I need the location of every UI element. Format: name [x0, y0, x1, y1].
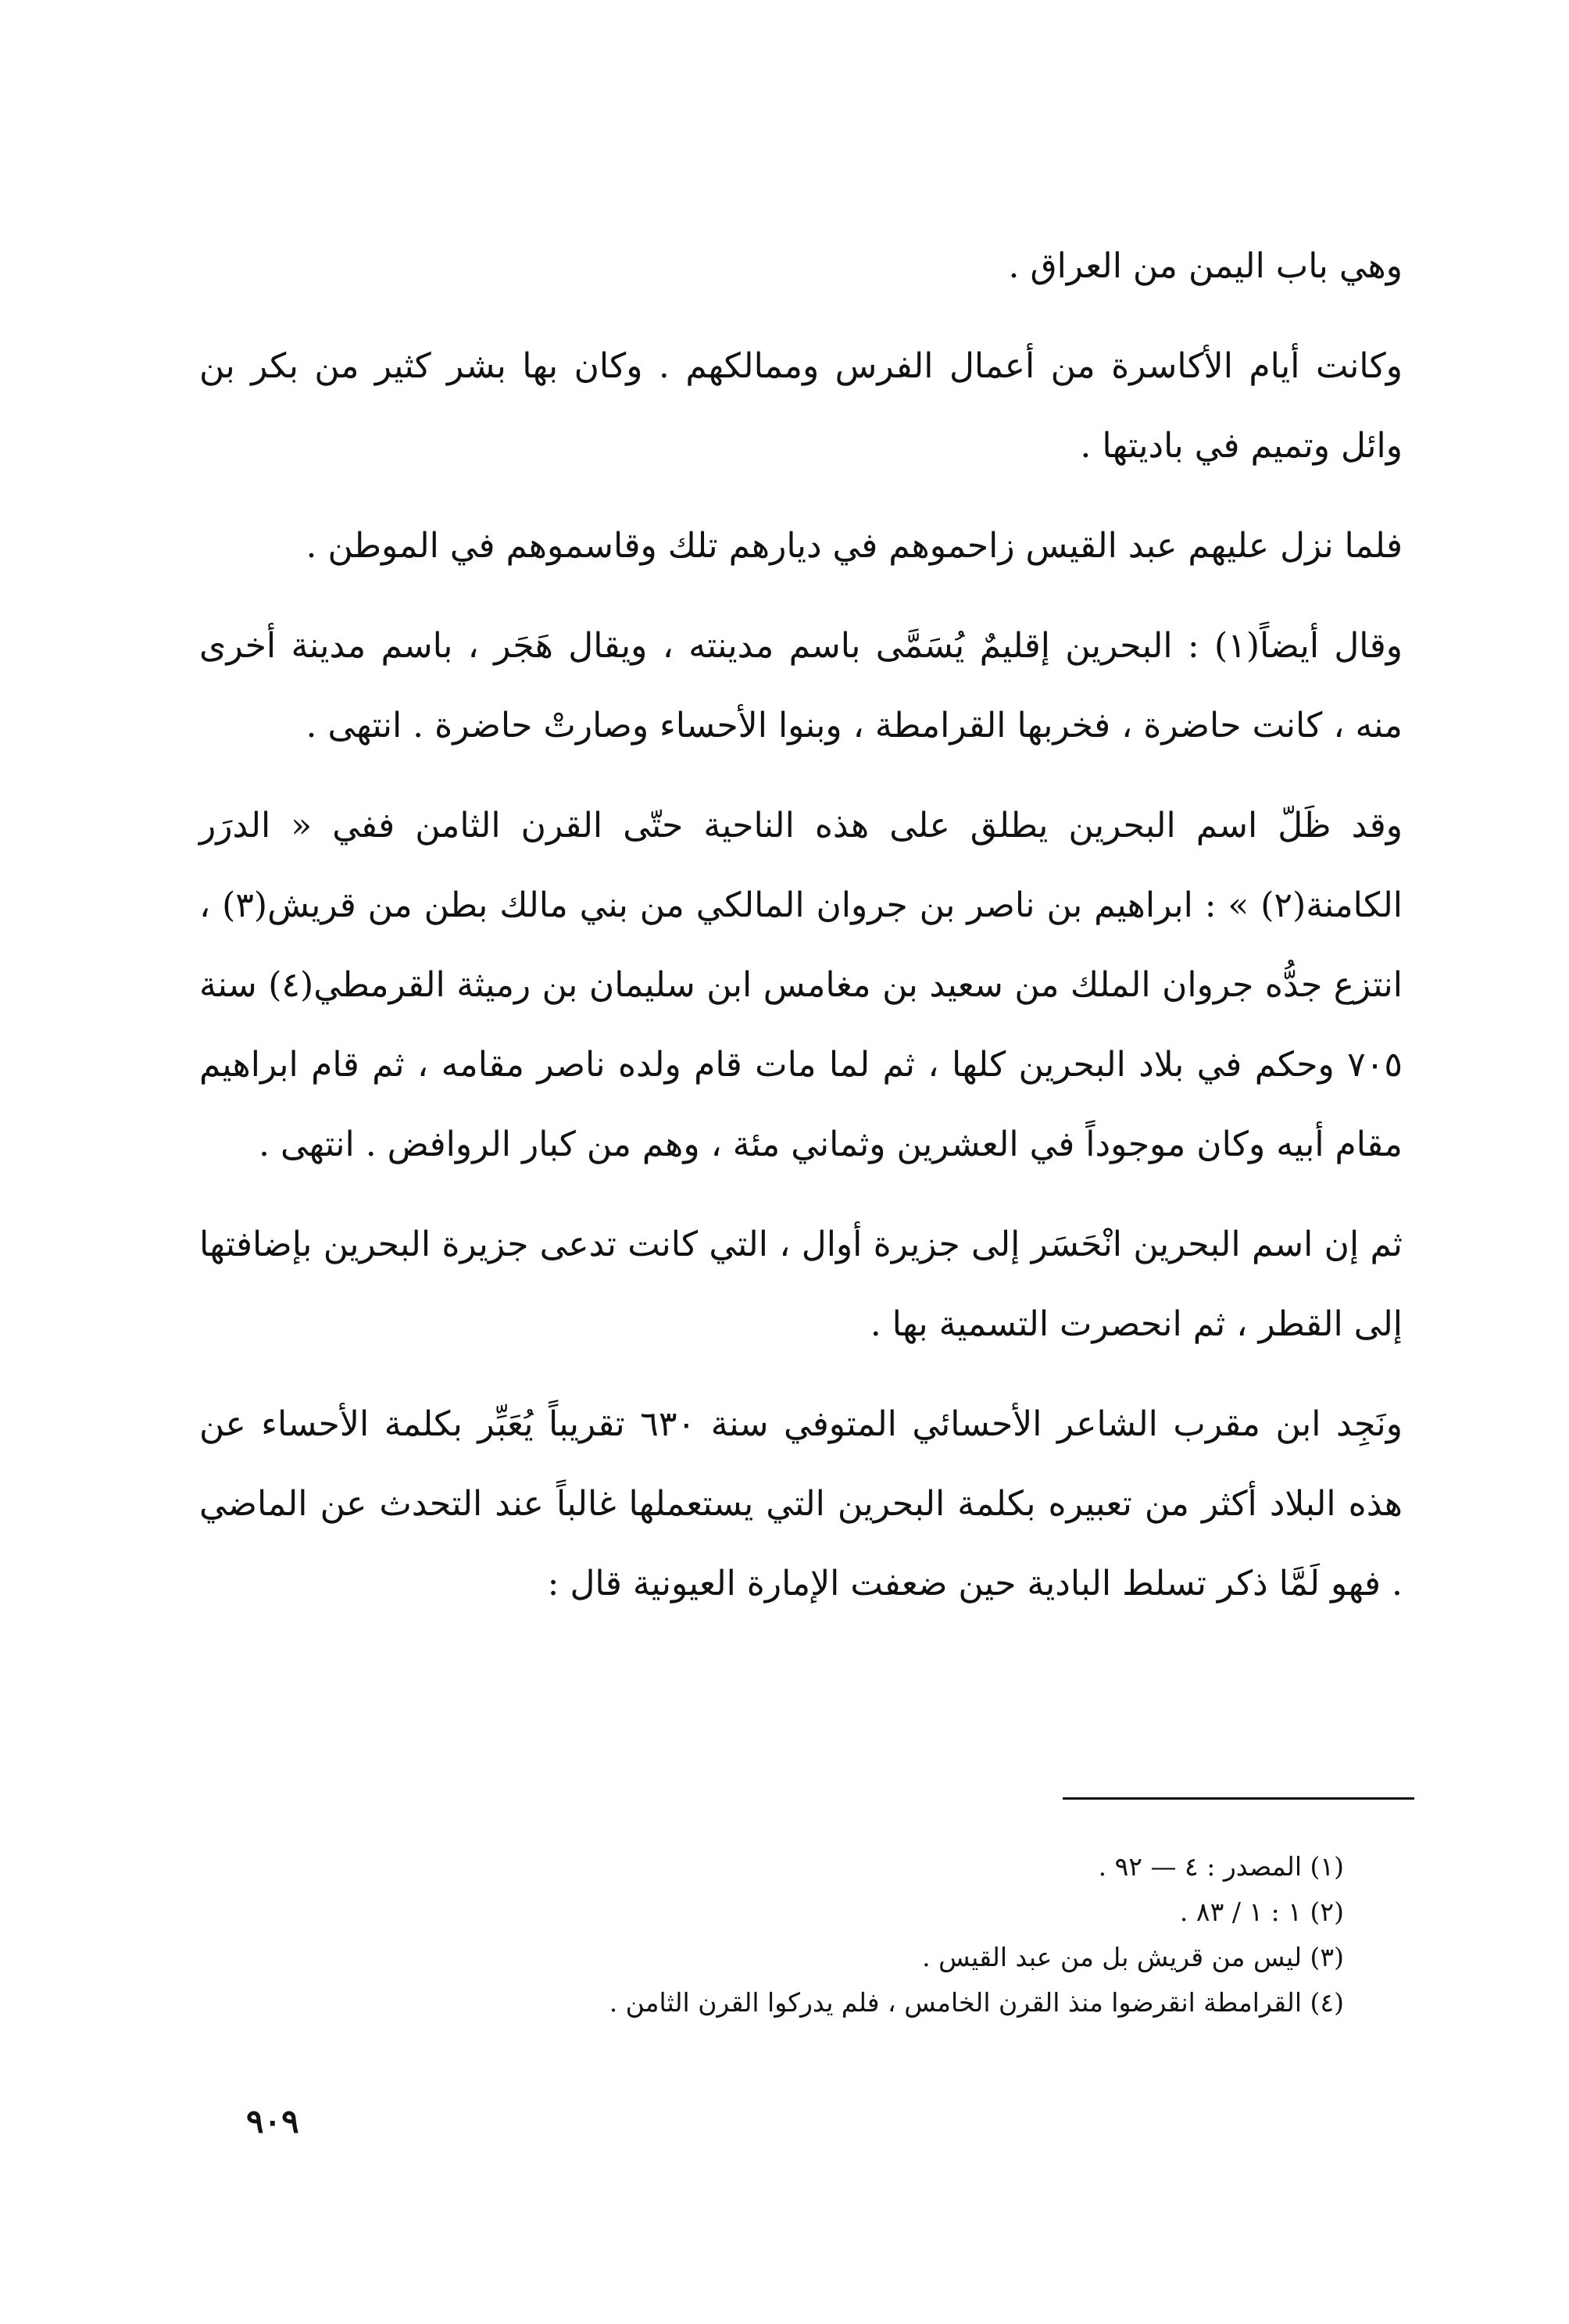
main-text	[199, 227, 1403, 1644]
paragraph: وقد ظَلّ اسم البحرين يطلق على هذه الناحية حتّى القرن الثامن ففي « الدرَر الكامنة(٢) » : ابراهيم بن ناصر بن جروان المالكي من بني مالك بطن من قريش(٣) ، انتزع جدُّه جروان الملك من سعيد بن مغامس ابن سليمان بن رميثة القرمطي(٤) سنة ٧٠٥ وحكم في بلاد البحرين كلها ، ثم لما مات قام ولده ناصر مقامه ، ثم قام ابراهيم مقام أبيه وكان موجوداً في العشرين وثماني مئة ، وهم من كبار الروافض . انتهى .	[199, 806, 1403, 1164]
footnote-divider	[1063, 1797, 1414, 1800]
paragraph: وقال أيضاً(١) : البحرين إقليمٌ يُسَمَّى باسم مدينته ، ويقال هَجَر ، باسم مدينة أخرى منه ، كانت حاضرة ، فخربها القرامطة ، وبنوا الأحساء وصارتْ حاضرة . انتهى .	[199, 626, 1403, 745]
footnotes	[234, 1844, 1344, 2025]
page-number: ٩٠٩	[246, 2102, 299, 2140]
footnote: (٣) ليس من قريش بل من عبد القيس .	[922, 1942, 1344, 1972]
paragraph: ثم إن اسم البحرين انْحَسَر إلى جزيرة أوال ، التي كانت تدعى جزيرة البحرين بإضافتها إلى القطر ، ثم انحصرت التسمية بها .	[199, 1225, 1403, 1344]
footnote: (١) المصدر : ٤ — ٩٢ .	[1098, 1851, 1344, 1882]
footnote: (٤) القرامطة انقرضوا منذ القرن الخامس ، فلم يدركوا القرن الثامن .	[609, 1987, 1344, 2018]
footnote: (٢) ١ : ١ / ٨٣ .	[1179, 1897, 1344, 1927]
paragraph: وكانت أيام الأكاسرة من أعمال الفرس وممالكهم . وكان بها بشر كثير من بكر بن وائل وتميم في باديتها .	[199, 346, 1403, 466]
paragraph: ونَجِد ابن مقرب الشاعر الأحسائي المتوفي سنة ٦٣٠ تقريباً يُعَبِّر بكلمة الأحساء عن هذه البلاد أكثر من تعبيره بكلمة البحرين التي يستعملها غالباً عند التحدث عن الماضي . فهو لَمَّا ذكر تسلط البادية حين ضعفت الإمارة العيونية قال :	[199, 1404, 1403, 1604]
paragraph: فلما نزل عليهم عبد القيس زاحموهم في ديارهم تلك وقاسموهم في الموطن .	[306, 526, 1403, 566]
paragraph: وهي باب اليمن من العراق .	[1008, 246, 1403, 286]
